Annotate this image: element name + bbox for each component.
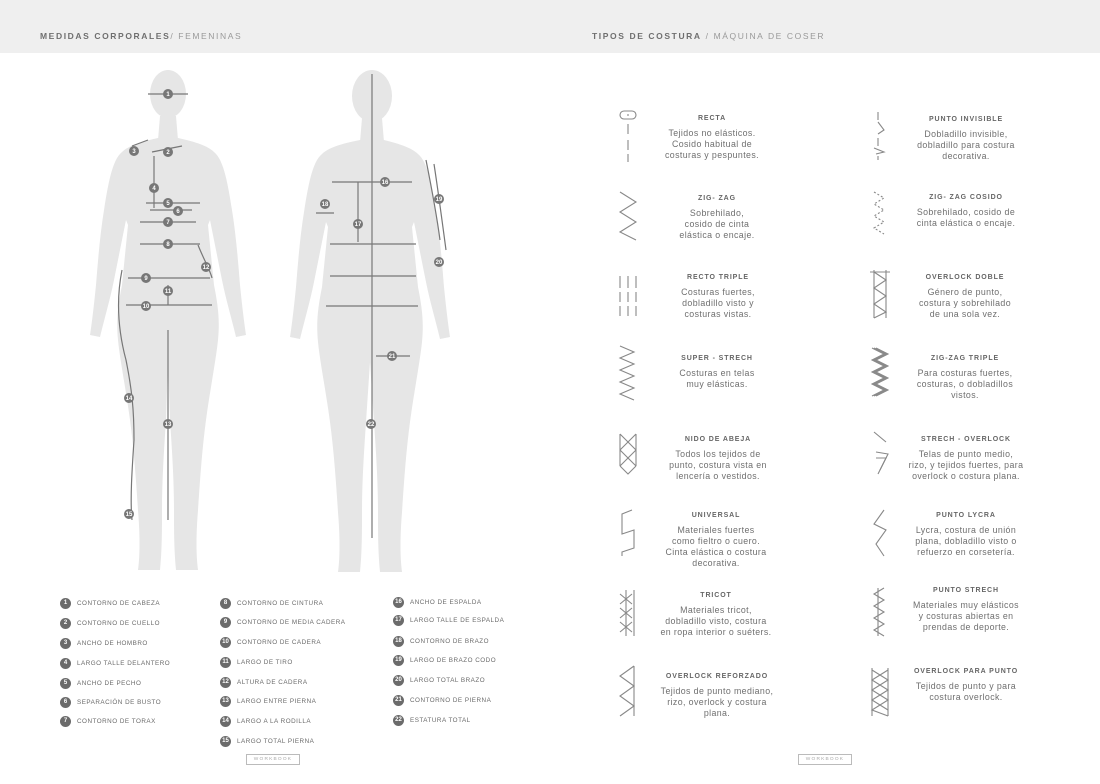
right-workbook-badge: WORKBOOK — [798, 754, 852, 765]
legend-item: 10 CONTORNO DE CADERA — [220, 637, 321, 648]
svg-text:12: 12 — [202, 265, 210, 271]
legend-item: 12 ALTURA DE CADERA — [220, 677, 308, 688]
svg-text:1: 1 — [166, 92, 170, 98]
stitch-item — [866, 436, 1066, 482]
stitch-description: Para costuras fuertes, costuras, o dobladillos vistos. — [916, 368, 1014, 400]
legend-item: 6 SEPARACIÓN DE BUSTO — [60, 697, 161, 708]
stitch-name: RECTO TRIPLE — [686, 274, 749, 281]
stitch-item — [617, 673, 817, 719]
stitch-description: Tejidos de punto y para costura overlock. — [915, 681, 1017, 702]
stitch-name: UNIVERSAL — [691, 512, 741, 519]
stitch-name: OVERLOCK REFORZADO — [665, 673, 769, 680]
stitch-item — [866, 668, 1066, 703]
stitch-description: Costuras fuertes, dobladillo visto y costuras vistas. — [681, 287, 755, 319]
legend-item: 20 LARGO TOTAL BRAZO — [393, 675, 485, 686]
legend-item: 17 LARGO TALLE DE ESPALDA — [393, 615, 504, 626]
svg-text:17: 17 — [354, 222, 362, 228]
stitch-item — [866, 194, 1066, 229]
stitch-description: Dobladillo invisible, dobladillo para costura decorativa. — [917, 129, 1015, 161]
stitch-description: Todos los tejidos de punto, costura vista en lencería o vestidos. — [669, 449, 767, 481]
stitch-name: STRECH - OVERLOCK — [921, 436, 1011, 443]
stitch-name: TRICOT — [700, 592, 732, 599]
svg-text:7: 7 — [166, 220, 170, 226]
legend-item: 11 LARGO DE TIRO — [220, 657, 293, 668]
stitch-name: ZIG-ZAG TRIPLE — [930, 355, 1000, 362]
stitch-name: RECTA — [697, 115, 727, 122]
stitch-item — [616, 592, 816, 638]
stitch-item — [612, 115, 812, 161]
stitch-description: Lycra, costura de unión plana, dobladillo visto o refuerzo en corsetería. — [915, 525, 1017, 557]
legend-item: 4 LARGO TALLE DELANTERO — [60, 658, 170, 669]
stitch-name: OVERLOCK PARA PUNTO — [913, 668, 1019, 675]
legend-item: 15 LARGO TOTAL PIERNA — [220, 736, 314, 747]
stitch-description: Materiales muy elásticos y costuras abiertas en prendas de deporte. — [913, 600, 1019, 632]
stitch-description: Tejidos no elásticos. Cosido habitual de costuras y pespuntes. — [665, 128, 759, 160]
stitch-item — [865, 355, 1065, 401]
legend-item: 1 CONTORNO DE CABEZA — [60, 598, 160, 609]
stitch-item — [617, 355, 817, 390]
stitch-name: PUNTO INVISIBLE — [928, 116, 1004, 123]
svg-text:8: 8 — [166, 242, 170, 248]
svg-text:13: 13 — [164, 422, 172, 428]
svg-text:5: 5 — [166, 201, 170, 207]
stitch-item — [616, 512, 816, 569]
stitch-name: PUNTO LYCRA — [936, 512, 996, 519]
legend-item: 8 CONTORNO DE CINTURA — [220, 598, 323, 609]
stitch-name: NIDO DE ABEJA — [684, 436, 752, 443]
svg-text:9: 9 — [144, 276, 148, 282]
stitch-name: PUNTO STRECH — [933, 587, 999, 594]
svg-text:11: 11 — [164, 289, 172, 295]
stitch-description: Costuras en telas muy elásticas. — [679, 368, 755, 389]
left-workbook-badge: WORKBOOK — [246, 754, 300, 765]
legend-item: 18 CONTORNO DE BRAZO — [393, 636, 489, 647]
svg-text:15: 15 — [125, 512, 133, 518]
stitch-name: OVERLOCK DOBLE — [925, 274, 1005, 281]
svg-text:14: 14 — [125, 396, 133, 402]
stitch-description: Tejidos de punto mediano, rizo, overlock y costura plana. — [660, 686, 774, 718]
stitch-description: Sobrehilado, cosido de cinta elástica o encaje. — [679, 208, 755, 240]
legend-item: 16 ANCHO DE ESPALDA — [393, 597, 482, 608]
legend-item: 13 LARGO ENTRE PIERNA — [220, 696, 316, 707]
stitch-description: Género de punto, costura y sobrehilado de una sola vez. — [918, 287, 1012, 319]
svg-text:22: 22 — [367, 422, 375, 428]
left-page-title: MEDIDAS CORPORALES/ FEMENINAS — [40, 31, 243, 41]
stitch-name: ZIG- ZAG — [698, 195, 736, 202]
svg-text:6: 6 — [176, 209, 180, 215]
legend-item: 2 CONTORNO DE CUELLO — [60, 618, 160, 629]
stitch-item — [618, 436, 818, 482]
stitch-name: ZIG- ZAG COSIDO — [929, 194, 1003, 201]
stitch-item — [866, 587, 1066, 633]
legend-item: 7 CONTORNO DE TORAX — [60, 716, 156, 727]
stitch-item — [618, 274, 818, 320]
svg-text:10: 10 — [142, 304, 150, 310]
stitch-description: Materiales tricot, dobladillo visto, costura en ropa interior o suéters. — [660, 605, 772, 637]
svg-text:4: 4 — [152, 186, 156, 192]
svg-text:3: 3 — [132, 149, 136, 155]
legend-item: 5 ANCHO DE PECHO — [60, 678, 141, 689]
svg-text:21: 21 — [388, 354, 396, 360]
svg-text:19: 19 — [435, 197, 443, 203]
legend-item: 22 ESTATURA TOTAL — [393, 715, 471, 726]
stitch-item — [866, 512, 1066, 558]
legend-item: 21 CONTORNO DE PIERNA — [393, 695, 491, 706]
legend-item: 3 ANCHO DE HOMBRO — [60, 638, 148, 649]
svg-text:16: 16 — [381, 180, 389, 186]
stitch-description: Sobrehilado, cosido de cinta elástica o encaje. — [916, 207, 1016, 228]
stitch-item — [865, 274, 1065, 320]
stitch-description: Telas de punto medio, rizo, y tejidos fuertes, para overlock o costura plana. — [908, 449, 1024, 481]
stitch-item — [617, 195, 817, 241]
svg-text:18: 18 — [321, 202, 329, 208]
stitch-description: Materiales fuertes como fieltro o cuero. Cinta elástica o costura decorativa. — [665, 525, 767, 568]
stitch-name: SUPER - STRECH — [681, 355, 753, 362]
svg-text:20: 20 — [435, 260, 443, 266]
right-page-title: TIPOS DE COSTURA / MÁQUINA DE COSER — [592, 31, 826, 41]
stitch-item — [866, 116, 1066, 162]
legend-item: 19 LARGO DE BRAZO CODO — [393, 655, 496, 666]
legend-item: 14 LARGO A LA RODILLA — [220, 716, 311, 727]
legend-item: 9 CONTORNO DE MEDIA CADERA — [220, 617, 345, 628]
svg-text:2: 2 — [166, 150, 170, 156]
